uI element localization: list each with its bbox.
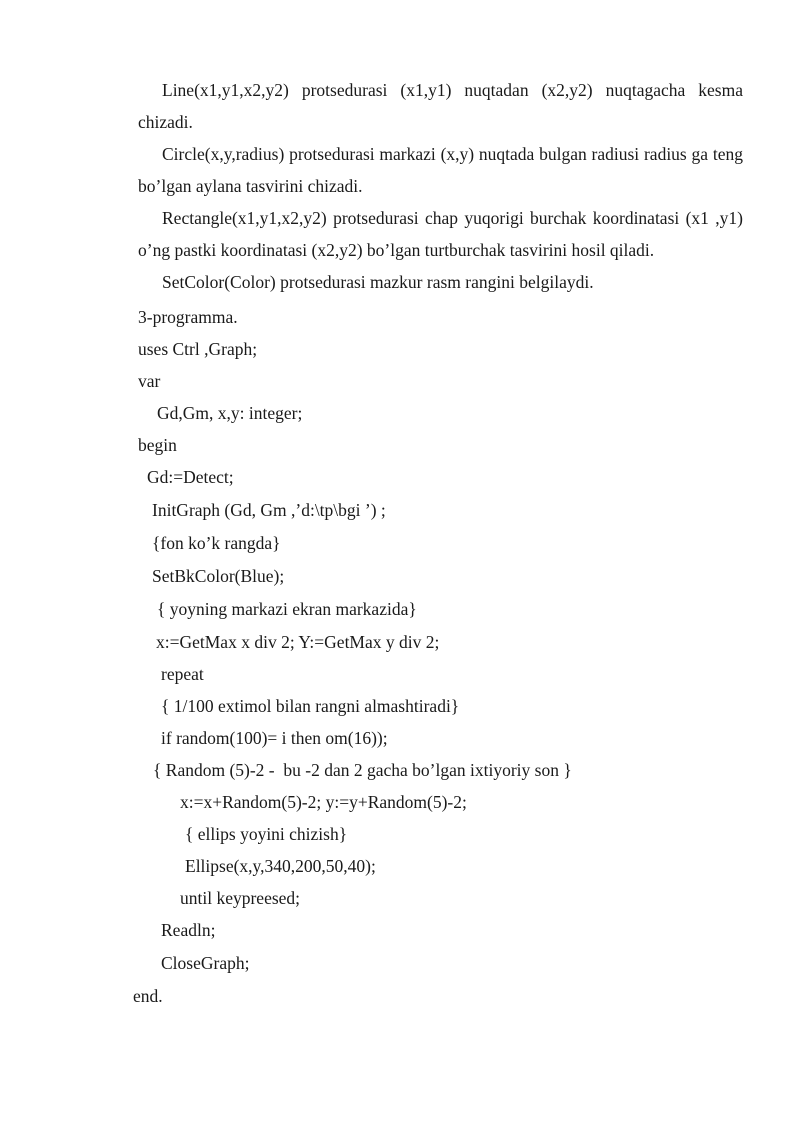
code-line: x:=GetMax x div 2; Y:=GetMax y div 2; (156, 632, 440, 652)
paragraph-setcolor: SetColor(Color) protsedurasi mazkur rasm rangini belgilaydi. (162, 272, 594, 292)
code-line: if random(100)= i then om(16)); (161, 728, 388, 748)
code-line: repeat (161, 664, 204, 684)
program-title: 3-programma. (138, 307, 238, 327)
code-line: { Random (5)-2 - bu -2 dan 2 gacha bo’lgan ixtiyoriy son } (153, 760, 572, 780)
code-line: CloseGraph; (161, 953, 250, 973)
code-line: Gd:=Detect; (147, 467, 234, 487)
code-line: { ellips yoyini chizish} (185, 824, 348, 844)
code-line: SetBkColor(Blue); (152, 566, 285, 586)
code-line: Readln; (161, 920, 216, 940)
code-line: Ellipse(x,y,340,200,50,40); (185, 856, 376, 876)
code-line: InitGraph (Gd, Gm ,’d:\tp\bgi ’) ; (152, 500, 386, 520)
code-line: {fon ko’k rangda} (152, 533, 281, 553)
paragraph-rectangle: Rectangle(x1,y1,x2,y2) protsedurasi chap yuqorigi burchak koordinatasi (x1 ,y1) o’ng pastki koordinatasi (x2,y2) bo’lgan turtburchak tasvirini hosil qiladi. (138, 208, 743, 260)
code-line: begin (138, 435, 177, 455)
code-line: { yoyning markazi ekran markazida} (157, 599, 417, 619)
code-line: Gd,Gm, x,y: integer; (157, 403, 303, 423)
code-line: until keypreesed; (180, 888, 301, 908)
code-line: end. (133, 986, 163, 1006)
paragraph-circle: Circle(x,y,radius) protsedurasi markazi (x,y) nuqtada bulgan radiusi radius ga teng bo’lgan aylana tasvirini chizadi. (138, 144, 743, 196)
code-line: { 1/100 extimol bilan rangni almashtiradi} (161, 696, 460, 716)
code-line: uses Ctrl ,Graph; (138, 339, 258, 359)
paragraph-line: Line(x1,y1,x2,y2) protsedurasi (x1,y1) nuqtadan (x2,y2) nuqtagacha kesma chizadi. (138, 80, 743, 132)
code-line: x:=x+Random(5)-2; y:=y+Random(5)-2; (180, 792, 467, 812)
code-line: var (138, 371, 161, 391)
